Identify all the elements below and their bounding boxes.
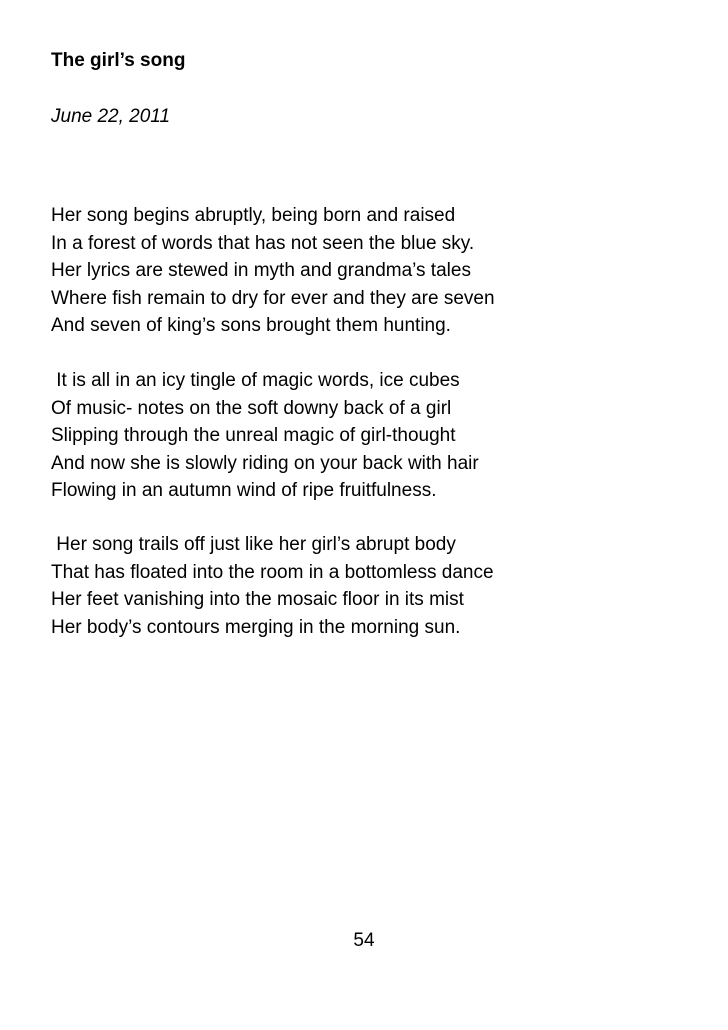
stanza (51, 202, 691, 340)
poem-line: And seven of king’s sons brought them hunting. (51, 315, 451, 336)
poem-line: Her feet vanishing into the mosaic floor in its mist (51, 589, 464, 610)
poem-line: Her song trails off just like her girl’s abrupt body (51, 534, 456, 555)
poem-date: June 22, 2011 (51, 106, 171, 127)
poem-line: That has floated into the room in a bottomless dance (51, 561, 494, 583)
poem-line: Where fish remain to dry for ever and they are seven (51, 287, 495, 309)
poem-line: Her song begins abruptly, being born and raised (51, 205, 456, 226)
poem-line: It is all in an icy tingle of magic words, ice cubes (51, 370, 460, 391)
poem-line: Her body’s contours merging in the morning sun. (51, 616, 461, 638)
stanza (51, 531, 691, 641)
poem-line: Of music- notes on the soft downy back of a girl (51, 397, 452, 419)
page-number (0, 928, 728, 954)
poem-line: Her lyrics are stewed in myth and grandma’s tales (51, 260, 471, 281)
stanza (51, 367, 691, 505)
poem-line: Slipping through the unreal magic of girl-thought (51, 425, 456, 446)
poem-line: In a forest of words that has not seen the blue sky. (51, 232, 475, 254)
poem-title: The girl’s song (51, 50, 186, 71)
page-number-text: 54 (353, 930, 375, 951)
poem-line: Flowing in an autumn wind of ripe fruitfulness. (51, 480, 437, 501)
poem-line: And now she is slowly riding on your back with hair (51, 452, 479, 474)
